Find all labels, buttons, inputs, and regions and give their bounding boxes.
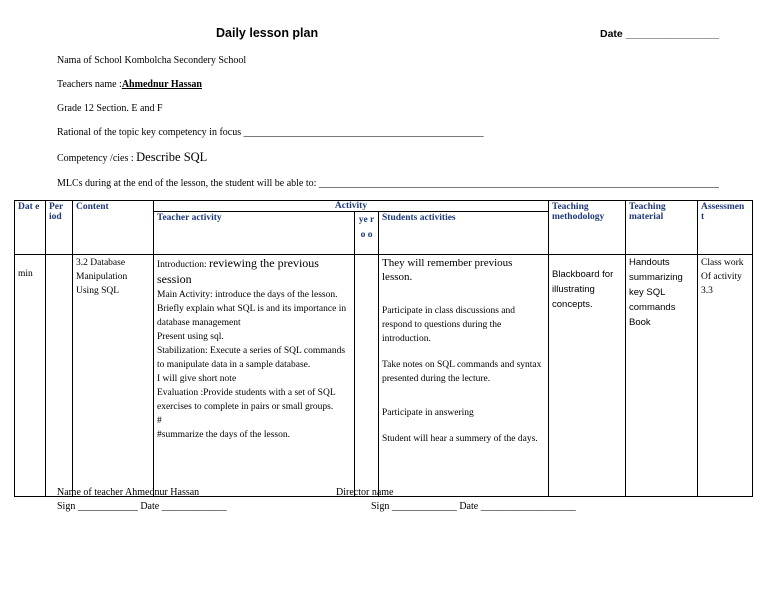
- row-assessment: Class work Of activity 3.3: [698, 255, 753, 497]
- teacher-name: Ahmednur Hassan: [121, 79, 202, 90]
- note-activity: I will give short note: [157, 374, 237, 384]
- intro-value: reviewing the previous session: [157, 256, 319, 286]
- intro-label: Introduction:: [157, 260, 209, 270]
- school-line: Nama of School Kombolcha Secondery School: [57, 55, 247, 66]
- row-teacher-activity: [154, 255, 355, 497]
- competency-label: Competency /cies :: [57, 153, 137, 164]
- teacher-label: Teachers name :: [57, 79, 122, 90]
- row-period: [46, 255, 73, 497]
- rational-line: Rational of the topic key competency in focus ________________________________________________: [57, 127, 484, 138]
- grade-line: Grade 12 Section. E and F: [57, 103, 163, 114]
- header-yes-no: ye ro o: [355, 212, 379, 255]
- header-period-col: Per iod: [46, 201, 73, 255]
- footer-sign-left: Sign ____________ Date _____________: [57, 501, 227, 512]
- header-teacher-activity: Teacher activity: [154, 212, 355, 255]
- teacher-line: [57, 79, 202, 90]
- mlcs-line: MLCs during at the end of the lesson, the student will be able to: ________________________________________________________________________________: [57, 178, 719, 189]
- row-yes-no: [355, 255, 379, 497]
- students-notes: Take notes on SQL commands and syntax presented during the lecture.: [382, 360, 542, 384]
- footer-teacher-name: Name of teacher Ahmednur Hassan: [57, 487, 200, 498]
- students-answering: Participate in answering: [382, 408, 474, 418]
- explain-activity: Briefly explain what SQL is and its importance in database management: [157, 304, 347, 328]
- row-methodology: Blackboard for illustrating concepts.: [549, 255, 626, 497]
- header-date: Date ________________: [600, 28, 720, 40]
- competency-value: Describe SQL: [136, 150, 208, 164]
- summarize-activity: #summarize the days of the lesson.: [157, 430, 290, 440]
- present-activity: Present using sql.: [157, 332, 224, 342]
- competency-line: [57, 150, 207, 165]
- header-date-col: Dat e: [15, 201, 46, 255]
- header-content-col: Content: [73, 201, 154, 255]
- students-summary: Student will hear a summery of the days.: [382, 434, 538, 444]
- footer-director-name: Director name ___________________________: [336, 487, 531, 498]
- stabilization-label: Stabilization: [157, 346, 206, 356]
- students-remember: They will remember previous lesson.: [382, 257, 513, 283]
- row-date: min: [15, 255, 46, 497]
- header-activity-col: Activity: [154, 201, 549, 212]
- row-content: 3.2 Database Manipulation Using SQL: [73, 255, 154, 497]
- main-activity: Main Activity: introduce the days of the lesson.: [157, 290, 338, 300]
- page-title: Daily lesson plan: [216, 26, 319, 40]
- header-students-activities: Students activities: [379, 212, 549, 255]
- header-methodology-col: Teaching methodology: [549, 201, 626, 255]
- lesson-table: [14, 200, 753, 497]
- row-students-activities: [379, 255, 549, 497]
- hash-mark: #: [157, 416, 162, 426]
- stabilization-value: : Execute a series of SQL commands to manipulate data in a sample database.: [157, 346, 346, 370]
- header-material-col: Teaching material: [626, 201, 698, 255]
- header-assessment-col: Assessmen t: [698, 201, 753, 255]
- evaluation-activity: Evaluation :Provide students with a set of SQL exercises to complete in pairs or small groups.: [157, 388, 336, 412]
- footer-sign-right: Sign _____________ Date ___________________: [371, 501, 576, 512]
- students-participate: Participate in class discussions and respond to questions during the introduction.: [382, 306, 515, 344]
- row-material: Handouts summarizing key SQL commands Book: [626, 255, 698, 497]
